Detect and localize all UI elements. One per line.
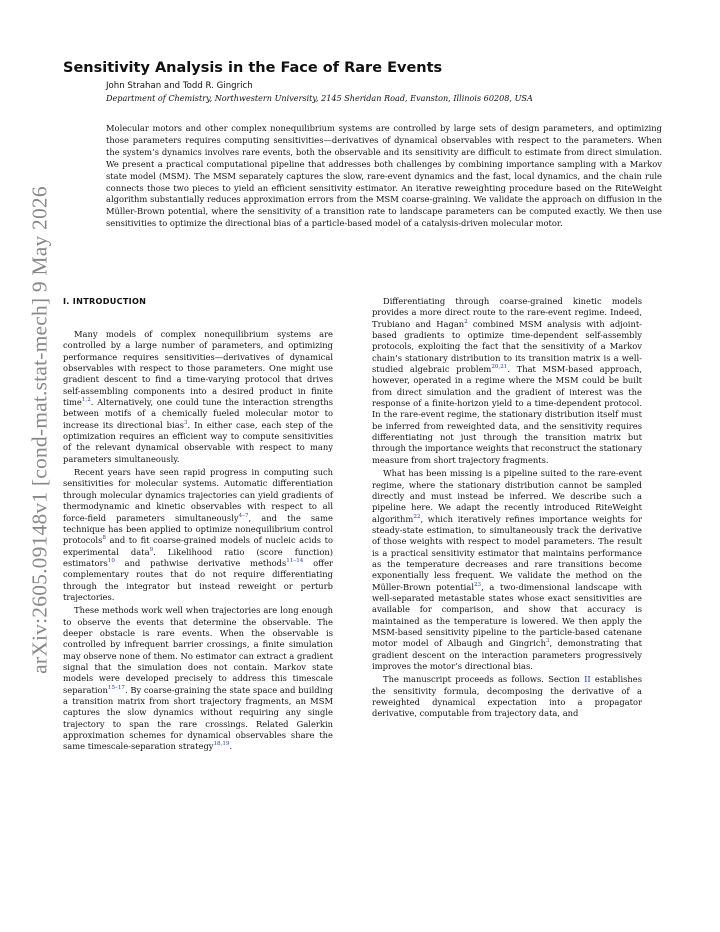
arxiv-sidebar	[22, 186, 58, 674]
text-run: Differentiating through coarse-grained kinetic models provides a more direct route to the rare-event regime. Indeed, Trubiano and Hagan	[372, 296, 642, 329]
intro-paragraph-4	[372, 296, 642, 466]
citation-link[interactable]: 2	[464, 318, 468, 325]
text-run: . By coarse-graining the state space and building a transition matrix from short trajectory fragments, an MSM captures the slow dynamics without requiring any single trajectory to span the rare crossings. Related Galerkin approximation schemes for dynamical observables share the same timescale-separation strategy	[63, 684, 333, 752]
citation-link[interactable]: 8	[102, 535, 106, 542]
citation-link[interactable]: 11–14	[286, 557, 304, 564]
text-run: , a two-dimensional landscape with well-separated metastable states whose exact sensitivities are available for comparison, and show that accuracy is maintained as the temperature is lowered. We then apply the MSM-based sensitivity pipeline to the particle-based catenane motor model of Albaugh and Gingrich	[372, 581, 642, 649]
citation-link[interactable]: 9	[149, 546, 154, 553]
text-run: Recent years have seen rapid progress in computing such sensitivities for molecular systems. Automatic differentiation through molecular dynamics trajectories can yield gradients of thermodynamic and kinetic observables with respect to all force-field parameters simultaneously	[63, 467, 333, 523]
paper-authors: John Strahan and Todd R. Gingrich	[106, 81, 253, 91]
citation-link[interactable]: 22	[413, 513, 421, 520]
text-run: combined MSM analysis with adjoint-based gradients to optimize time-dependent self-assembly protocols, exploiting the fact that the sensitivity of a Markov chain’s stationary distribution to its transition matrix is a well-studied algebraic problem	[372, 318, 642, 375]
paper-affiliation: Department of Chemistry, Northwestern University, 2145 Sheridan Road, Evanston, Illinois 60208, USA	[106, 93, 533, 103]
text-run: , which iteratively refines importance weights for steady-state estimation, to simultaneously track the derivative of those weights with respect to model parameters. The result is a practical sensitivity estimator that maintains performance as the temperature decreases and rare transitions become exponentially less frequent. We validate the method on the Müller-Brown potential	[372, 513, 642, 592]
paper-title: Sensitivity Analysis in the Face of Rare Events	[63, 60, 443, 76]
text-run: , demonstrating that gradient descent on the interaction parameters progressively improves the motor’s directional bias.	[372, 638, 642, 671]
text-run: These methods work well when trajectories are long enough to observe the events that determine the observable. The deeper obstacle is rare events. When the observable is controlled by infrequent barrier crossings, a finite simulation may observe none of them. No estimator can extract a gradient signal that the simulation does not contain. Markov state models were developed precisely to address this timescale separation	[63, 605, 333, 695]
section-reference-link[interactable]: II	[584, 674, 591, 685]
text-run: and to fit coarse-grained models of nucleic acids to experimental data	[63, 535, 333, 557]
text-run: . In either case, each step of the optimization requires an efficient way to compute sensitivities of the relevant dynamical observable with respect to many parameters simultaneously.	[63, 419, 333, 464]
text-run: offer complementary routes that do not require differentiating through the integrator but instead reweight or perturb trajectories.	[63, 557, 333, 602]
text-run: . That MSM-based approach, however, operated in a regime where the MSM could be built from direct simulation and the gradient of interest was the response of a finite-horizon yield to a time-dependent protocol. In the rare-event regime, the stationary distribution itself must be inferred from reweighted data, and the sensitivity requires differentiating not just through the transition matrix but through the importance weights that reconstruct the stationary measure from short trajectory fragments.	[372, 364, 643, 465]
text-run: and pathwise derivative methods	[114, 557, 287, 568]
intro-paragraph-3	[63, 605, 333, 752]
intro-paragraph-5	[372, 468, 642, 672]
citation-link[interactable]: 20,21	[491, 364, 508, 371]
right-column	[372, 296, 642, 720]
citation-link[interactable]: 18,19	[213, 741, 230, 748]
text-run: . Likelihood ratio (score function) estimators	[63, 546, 333, 568]
citation-link[interactable]: 15–17	[107, 684, 125, 691]
citation-link[interactable]: 3	[545, 638, 550, 645]
intro-paragraph-2	[63, 467, 333, 603]
text-run: , and the same technique has been applied to optimize nonequilibrium control protocols	[63, 512, 333, 546]
citation-link[interactable]: 23	[474, 581, 482, 588]
citation-link[interactable]: 3	[183, 419, 188, 426]
citation-link[interactable]: 10	[107, 557, 115, 564]
text-run: Many models of complex nonequilibrium systems are controlled by a large number of parameters, and optimizing performance requires sensitivities—derivatives of dynamical observables with respect to those parameters. One might use gradient descent to find a time-varying protocol that drives self-assembling components into a desired product in finite time	[63, 329, 333, 408]
left-column	[63, 296, 333, 753]
intro-paragraph-1	[63, 329, 333, 465]
text-run: The manuscript proceeds as follows. Section	[383, 674, 585, 685]
intro-paragraph-6	[372, 674, 642, 719]
text-run: What has been missing is a pipeline suited to the rare-event regime, where the stationary distribution cannot be sampled directly and must instead be inferred. We describe such a pipeline here. We adapt the recently introduced RiteWeight algorithm	[372, 468, 642, 524]
paper-abstract: Molecular motors and other complex nonequilibrium systems are controlled by large sets of design parameters, and optimizing those parameters requires computing sensitivities—derivatives of dynamical observables with respect to the parameters. When the system’s dynamics involves rare events, both the observable and its sensitivity are difficult to estimate from direct simulation. We present a practical computational pipeline that addresses both challenges by combining importance sampling with a Markov state model (MSM). The MSM separately captures the slow, rare-event dynamics and the fast, local dynamics, and the chain rule connects those two pieces to yield an efficient sensitivity estimator. An iterative reweighting procedure based on the RiteWeight algorithm substantially reduces approximation errors from the MSM coarse-graining. We validate the approach on diffusion in the Müller-Brown potential, where the sensitivity of a transition rate to landscape parameters can be computed exactly. We then use sensitivities to optimize the directional bias of a particle-based model of a catalysis-driven molecular motor.	[106, 123, 662, 229]
citation-link[interactable]: 4–7	[238, 512, 249, 519]
citation-link[interactable]: 1,2	[81, 397, 91, 404]
text-run: .	[229, 741, 233, 752]
text-run: establishes the sensitivity formula, decomposing the derivative of a reweighted dynamical expectation into a propagator derivative, computable from trajectory data, and	[372, 674, 642, 719]
text-run: . Alternatively, one could tune the interaction strengths between motifs of a chemically fueled molecular motor to increase its directional bias	[63, 397, 333, 430]
arxiv-identifier: arXiv:2605.09148v1 [cond-mat.stat-mech] 9 May 2026	[27, 186, 52, 674]
section-heading-introduction: I. INTRODUCTION	[63, 296, 147, 306]
